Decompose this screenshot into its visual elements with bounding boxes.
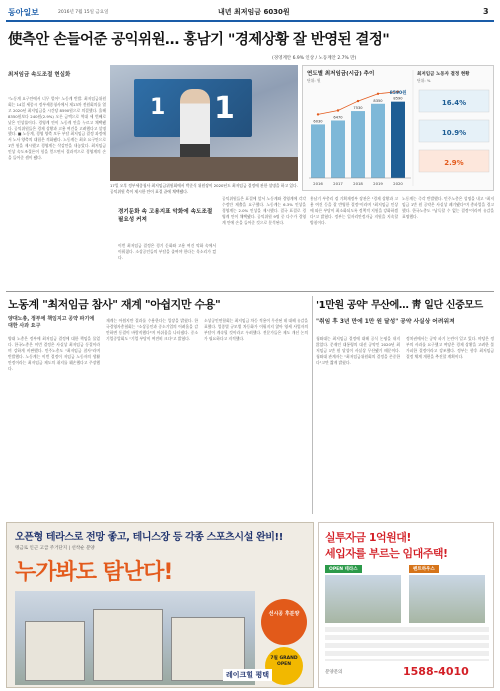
story2-headline: 노동계 "최저임금 참사" 재계 "아쉽지만 수용" xyxy=(8,298,221,311)
page-number: 3 xyxy=(483,7,489,16)
story3-col1: 청와대는 최저임금 결정에 대해 공식 논평을 내지 않았다. 문재인 대통령의 대선 공약인 2020년 최저임금 1만 원 달성이 사실상 무산됐기 때문이다. 청와대 관계자는 "최저임금위원회의 결정을 존중한다"고만 짧게 밝혔다. xyxy=(316,336,400,365)
chart-highlight-label: 8590원 xyxy=(389,91,407,96)
chart-data-label: 6470 xyxy=(333,115,343,120)
ad-left-logo: 레이크힐 평택 xyxy=(223,669,272,681)
story2-subhead: 양대노총, 정부에 책임지고 공약 파기에 대한 사과 요구 xyxy=(8,316,95,329)
main-body-col5: 노동계는 즉각 반발했다. 민주노총은 성명을 내고 "최저임금 1만 원 공약은 사실상 폐기됐다"며 총파업을 경고했다. 한국노총도 "납득할 수 없는 결정"이라며 유감을 표명했다. xyxy=(402,196,494,219)
chart-data-label: 8590 xyxy=(393,96,403,101)
main-body-col1: "노동계 요구안에서 너무 멀어" 노동계 반발. 최저임금위원회는 14일 세종시 정부세종청사에서 제13차 전원회의를 열고 2020년 최저임금을 시간당 8590원으로 의결했다. 올해 8350원보다 240원(2.9%) 오른 금액으로 역대 세 번째로 낮은 인상률이다. 경영계 안이 노동계 안을 누르고 채택됐다. 공익위원들은 경제 상황과 고용 여건을 고려했다고 설명했다. ■ 노동계, 경영 양측 모두 부담 최저임금 결정 과정에서 노사 양측의 대립은 격화됐다. 노동계는 최초 요구안으로 1만 원을 제시했고 경영계는 삭감안을 내놓았다. 최저임금 인상 속도조절론이 힘을 얻으면서 결과적으로 경영계의 손을 들어준 셈이 됐다. xyxy=(8,96,106,161)
main-byline: 최저임금 속도조절 현실화 xyxy=(8,72,71,78)
photo-caption: 17일 오후 정부세종청사 최저임금위원회에서 박준식 위원장이 2020년도 최저임금 결정에 관한 설명을 하고 있다. 공익위원 측이 제시한 안이 표결 끝에 채택됐다. xyxy=(110,183,298,194)
chart-data-label: 8350 xyxy=(373,98,383,103)
story3-col2: 정치권에서는 공약 파기 논란이 일고 있다. 야당은 정부의 사과를 요구했고 여당은 경제 상황을 고려한 불가피한 결정이라고 강조했다. 정부는 향후 최저임금 결정 체계 개편을 추진할 계획이다. xyxy=(406,336,494,359)
ad-left-slogan: 누가봐도 탐난다! xyxy=(15,560,173,585)
chart-tick-label: 2020 xyxy=(393,181,403,186)
board-number-decoration: 1 xyxy=(150,95,166,120)
main-headline: 使측안 손들어준 공익위원… 홍남기 "경제상황 잘 반영된 결정" xyxy=(8,32,390,48)
ad-badge-presale: 선시공 후분양 xyxy=(261,599,307,645)
story2-col1: 양대 노총은 정부에 최저임금 결정에 대한 책임을 물었다. 한국노총은 이번 결정은 사실상 최저임금 동결이라며 강하게 비판했다. 민주노총도 "최저임금 참사"라며 반발했다. 노동계는 이번 결정이 저임금 노동자의 생활 안정이라는 최저임금 제도의 취지를 훼손했다고 주장했다. xyxy=(8,336,100,371)
chart-pct-label: 16.4% xyxy=(441,99,467,107)
chart-pct-label: 2.9% xyxy=(444,159,464,167)
ad-building-illustration xyxy=(15,591,255,685)
chart-bar xyxy=(311,124,325,178)
dateline: 2016년 7월 15일 금요일 xyxy=(58,10,109,15)
chart-trend-point xyxy=(337,109,339,111)
rental-housing-ad[interactable] xyxy=(318,522,494,688)
main-subhead: (경영계안 6.9% 인상 / 노동계안 2.7% 만) xyxy=(272,56,357,61)
ad-phone-label: 분양문의 xyxy=(325,670,343,675)
side-headline: 경기둔화 속 고용지표 악화에 속도조절 필요성 커져 xyxy=(118,209,213,223)
wage-chart-svg xyxy=(303,66,493,190)
chart-bar xyxy=(371,104,385,178)
ad-right-subline: 세입자를 부르는 임대주택! xyxy=(325,547,448,560)
ad-info-table xyxy=(325,627,489,661)
ad-right-headline: 실투자금 1억원대! xyxy=(325,531,411,544)
chart-tick-label: 2019 xyxy=(373,181,383,186)
ad-label-terrace: OPEN 테라스 xyxy=(325,565,362,573)
chart-right-unit: 단위: % xyxy=(417,78,431,83)
ad-floorplan-image xyxy=(409,575,485,623)
main-body-col4: 홍남기 부총리 겸 기획재정부 장관은 "경제 상황과 고용 여건 등을 잘 반영한 결정"이라며 "최저임금 인상에 따른 부담이 최소화되도록 정책적 지원을 강화하겠다"고 밝혔다. 정부는 일자리안정자금 지원을 지속할 방침이다. xyxy=(310,196,398,225)
chart-title: 연도별 최저임금(시급) 추이 xyxy=(307,71,375,77)
chart-tick-label: 2016 xyxy=(313,181,323,186)
news-photo xyxy=(110,65,298,181)
column-divider xyxy=(312,296,313,514)
section-divider xyxy=(6,291,494,292)
chart-trend-line xyxy=(318,92,398,115)
wage-chart xyxy=(302,65,494,191)
story3-subhead: "취임 후 3년 만에 1만 원 달성" 공약 사실상 어려워져 xyxy=(316,319,455,325)
chart-pct-label: 10.9% xyxy=(441,129,467,137)
chart-trend-point xyxy=(317,113,319,115)
story3-headline: '1만원 공약' 무산에… 靑 일단 신중모드 xyxy=(316,300,483,311)
ad-floorplan-image xyxy=(325,575,401,623)
chart-trend-point xyxy=(357,100,359,102)
chart-data-label: 6030 xyxy=(313,119,323,124)
chart-bar xyxy=(331,120,345,178)
chart-trend-point xyxy=(377,93,379,95)
ad-label-penthouse: 펜트하우스 xyxy=(409,565,439,573)
board-number-decoration: 1 xyxy=(214,91,235,126)
chart-tick-label: 2017 xyxy=(333,181,343,186)
ad-phone-number[interactable]: 1588-4010 xyxy=(403,665,469,678)
chart-unit: 단위: 원 xyxy=(307,78,321,83)
newspaper-masthead: 동아일보 xyxy=(8,8,39,17)
chart-bar xyxy=(391,102,405,178)
story2-col2: 재계는 아쉽지만 결과를 수용한다는 입장을 밝혔다. 한국경영자총협회는 "소상공인과 중소기업의 어려움을 감안하면 동결이 바람직했다"며 아쉬움을 나타냈다. 중소기업중앙회도 "기업 부담이 여전히 크다"고 밝혔다. xyxy=(106,318,198,341)
chart-data-label: 7530 xyxy=(353,106,363,111)
chart-right-title: 최저임금 노동자 결정 현황 xyxy=(417,72,470,77)
apartment-ad[interactable] xyxy=(6,522,314,688)
main-body-col2: 이번 최저임금 결정은 경기 둔화와 고용 여건 악화 속에서 이뤄졌다. 소상공인들의 부담을 줄여야 한다는 목소리가 컸다. xyxy=(118,243,216,260)
chart-bar xyxy=(351,111,365,178)
desk xyxy=(110,157,298,181)
ad-badge-grand-open: 7월 GRAND OPEN xyxy=(265,647,303,685)
ad-left-subline: 맹금로 인근 고급 주거단지 | 선착순 분양 xyxy=(15,546,95,551)
chart-tick-label: 2018 xyxy=(353,181,363,186)
story2-col3: 소상공인연합회는 최저임금 차등 적용이 무산된 데 대해 유감을 표했다. 업종별 규모별 차등화가 이뤄지지 않아 영세 사업자의 부담이 계속될 것이라고 우려했다. 전문가들은 제도 개선 논의가 필요하다고 지적했다. xyxy=(204,318,308,341)
main-body-col3: 공익위원들은 표결에 앞서 노동계와 경영계에 각각 수정안 제출을 요구했다. 노동계는 6.3% 인상을 경영계는 2.0% 인상을 제시했다. 결국 표결로 경영계 안이 채택됐다. 공익위원 9명 중 다수가 경영계 안에 손을 들어준 것으로 분석된다. xyxy=(222,196,306,225)
ad-left-headline: 오픈형 테라스로 전망 좋고, 테니스장 등 각종 스포츠시설 완비!! xyxy=(15,532,283,543)
section-title: 내년 최저임금 6030원 xyxy=(218,8,290,16)
